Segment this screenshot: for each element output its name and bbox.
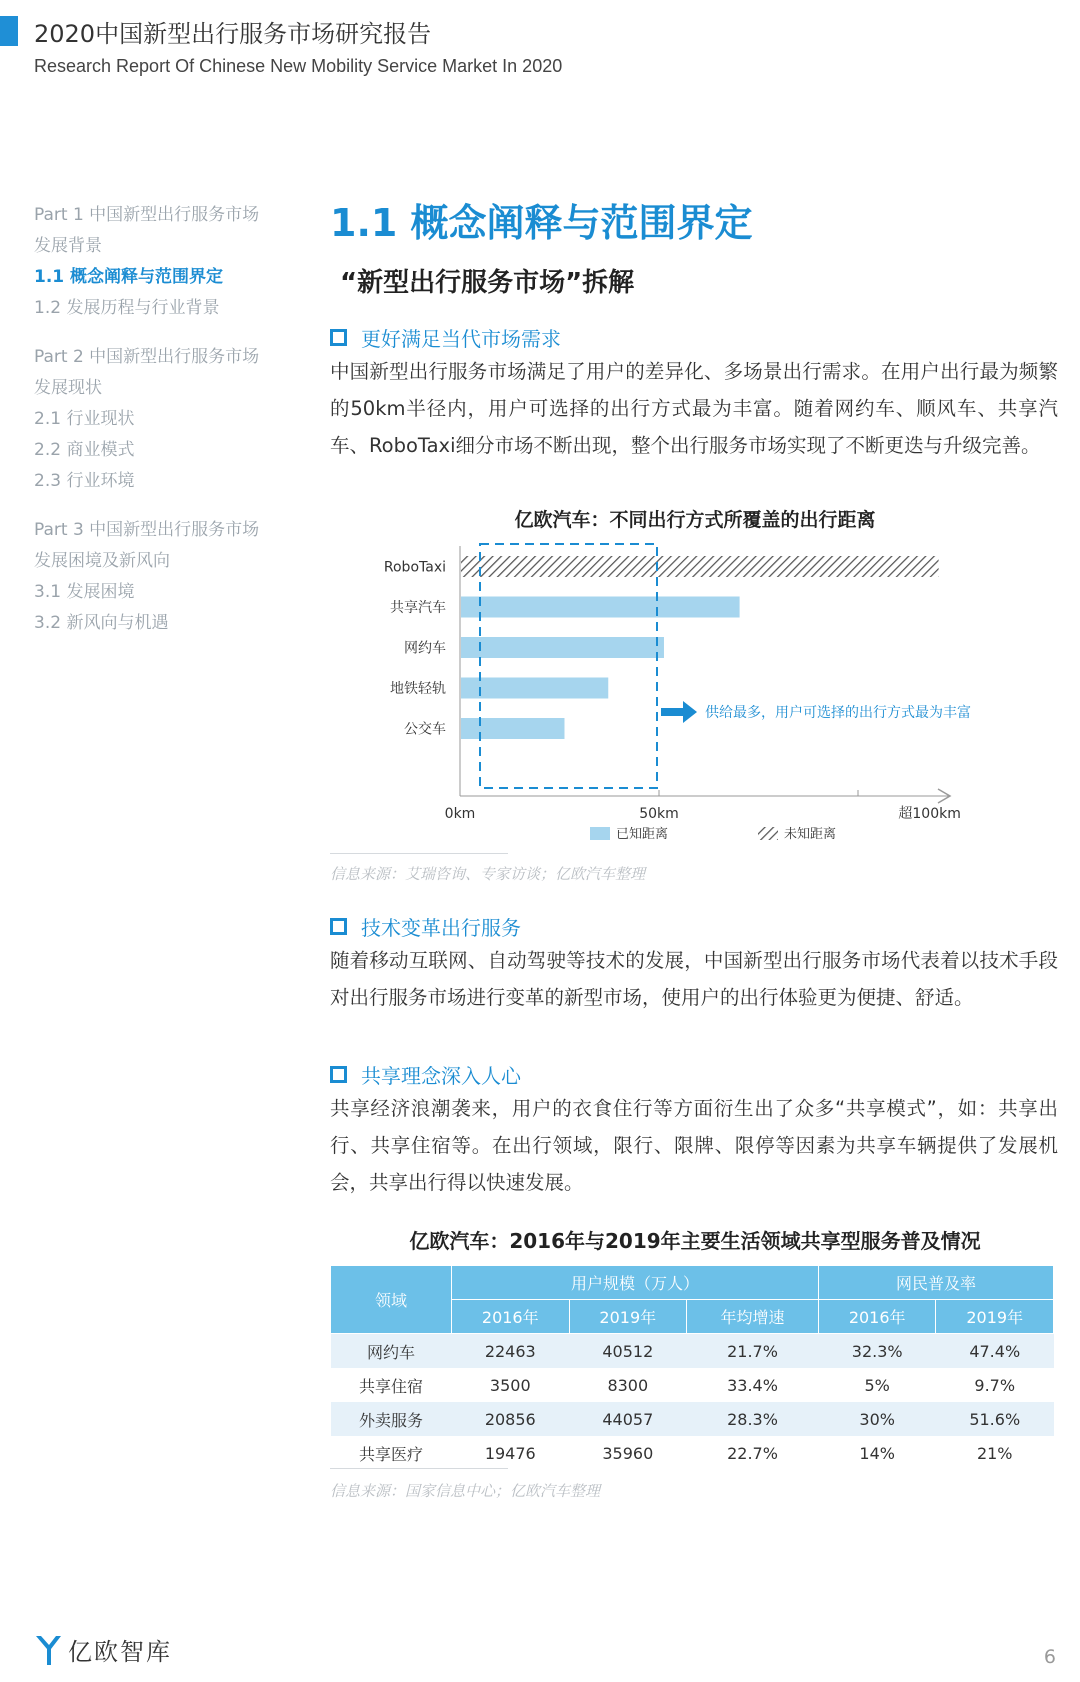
toc-item[interactable]: 发展背景 [34, 236, 102, 256]
toc-part-1 [34, 200, 304, 324]
category-label: RoboTaxi [383, 559, 446, 576]
table-header-domain: 领域 [331, 1266, 452, 1334]
table-cell: 共享医疗 [358, 1444, 423, 1464]
toc-item[interactable]: 2.1 行业现状 [34, 409, 135, 429]
section-1-title-text: 更好满足当代市场需求 [361, 327, 561, 351]
table-cell: 40512 [569, 1334, 687, 1369]
x-tick-label: 50km [639, 806, 679, 822]
annotation-arrow-icon [661, 701, 697, 723]
chart-bar [461, 637, 664, 658]
x-tick-label: 超100km [898, 806, 961, 822]
table-source-divider [330, 1468, 508, 1469]
toc-item[interactable]: 3.1 发展困境 [34, 582, 135, 602]
legend-swatch-unknown [758, 827, 778, 840]
table-cell: 网约车 [331, 1334, 452, 1369]
section-subheading: “新型出行服务市场”拆解 [340, 268, 635, 298]
page-number: 6 [1043, 1646, 1056, 1668]
table-title: 亿欧汽车：2016年与2019年主要生活领域共享型服务普及情况 [409, 1229, 981, 1253]
chart-title: 亿欧汽车：不同出行方式所覆盖的出行距离 [514, 509, 876, 531]
table-cell: 30% [818, 1402, 936, 1436]
section-1-body: 中国新型出行服务市场满足了用户的差异化、多场景出行需求。在用户出行最为频繁的50km半径内，用户可选择的出行方式最为丰富。随着网约车、顺风车、共享汽车、RoboTaxi细分市场不断出现，整个出行服务市场实现了不断更迭与升级完善。 [330, 360, 1058, 457]
toc-item[interactable]: Part 3 中国新型出行服务市场 [34, 520, 260, 540]
table-row [331, 1368, 1054, 1402]
table-header-rate-2016: 2016年 [818, 1300, 936, 1334]
table-cell: 3500 [489, 1375, 531, 1395]
table-cell: 44057 [569, 1402, 687, 1436]
annotation-text: 供给最多，用户可选择的出行方式最为丰富 [705, 705, 971, 721]
brand-logo [34, 1632, 172, 1667]
square-bullet-icon [330, 329, 347, 346]
chart-source-divider [330, 853, 508, 854]
table-header-growth: 年均增速 [687, 1300, 819, 1334]
table-row [331, 1334, 1054, 1369]
table-cell: 32.3% [818, 1334, 936, 1369]
section-3-body: 共享经济浪潮袭来，用户的衣食住行等方面衍生出了众多“共享模式”，如：共享出行、共享住宿等。在出行领域，限行、限牌、限停等因素为共享车辆提供了发展机会，共享出行得以快速发展。 [330, 1097, 1058, 1194]
table-cell: 外卖服务 [331, 1402, 452, 1436]
toc-item[interactable]: Part 2 中国新型出行服务市场 [34, 347, 260, 367]
legend-label: 未知距离 [784, 827, 837, 842]
toc-item[interactable]: 发展现状 [34, 378, 102, 398]
x-tick-label: 0km [444, 806, 476, 822]
table-header-users-2016: 2016年 [452, 1300, 570, 1334]
table-cell: 共享住宿 [358, 1376, 423, 1396]
section-heading: 1.1 概念阐释与范围界定 [330, 201, 753, 245]
table-header-rate: 网民普及率 [818, 1266, 1053, 1300]
table-cell: 21.7% [687, 1334, 819, 1369]
category-label: 地铁轻轨 [390, 681, 446, 697]
brand-logo-icon [34, 1633, 62, 1667]
section-2-title [330, 912, 521, 941]
table-cell: 19476 [484, 1443, 536, 1463]
table-cell: 20856 [452, 1402, 570, 1436]
toc-item[interactable]: 2.3 行业环境 [34, 471, 135, 491]
table-cell: 14% [859, 1443, 895, 1463]
report-title: 2020中国新型出行服务市场研究报告 [34, 20, 432, 48]
toc-item[interactable]: 1.2 发展历程与行业背景 [34, 298, 220, 318]
table-header-rate-2019: 2019年 [936, 1300, 1054, 1334]
table-cell: 21% [976, 1443, 1013, 1463]
toc-item[interactable]: 2.2 商业模式 [34, 440, 135, 460]
toc-part-3 [34, 515, 304, 639]
distance-chart [330, 540, 1060, 854]
table-source: 信息来源：国家信息中心；亿欧汽车整理 [330, 1482, 601, 1500]
table-header-users-2019: 2019年 [569, 1300, 687, 1334]
section-2-body: 随着移动互联网、自动驾驶等技术的发展，中国新型出行服务市场代表着以技术手段对出行服务市场进行变革的新型市场，使用户的出行体验更为便捷、舒适。 [330, 949, 1058, 1009]
chart-bar [461, 597, 740, 618]
legend-swatch-known [590, 827, 610, 840]
table-cell: 28.3% [687, 1402, 819, 1436]
chart-bar [461, 556, 939, 577]
section-3-title [330, 1060, 521, 1089]
square-bullet-icon [330, 1066, 347, 1083]
chart-source: 信息来源：艾瑞咨询、专家访谈；亿欧汽车整理 [330, 865, 646, 883]
chart-bar [461, 718, 564, 739]
toc-item[interactable]: 发展困境及新风向 [34, 551, 170, 571]
category-label: 共享汽车 [390, 600, 446, 616]
brand-logo-text: 亿欧智库 [68, 1638, 172, 1666]
category-label: 网约车 [404, 640, 446, 657]
section-2-title-text: 技术变革出行服务 [361, 916, 521, 940]
table-cell: 9.7% [974, 1375, 1016, 1395]
toc-item[interactable]: Part 1 中国新型出行服务市场 [34, 205, 260, 225]
legend-label: 已知距离 [616, 827, 669, 842]
table-header-users: 用户规模（万人） [452, 1266, 819, 1300]
toc-part-2 [34, 342, 304, 497]
report-subtitle: Research Report Of Chinese New Mobility Service Market In 2020 [34, 56, 563, 76]
table-cell: 51.6% [936, 1402, 1054, 1436]
sharing-services-table [330, 1265, 1054, 1470]
table-row [331, 1436, 1054, 1470]
distance-chart-svg [330, 540, 1060, 850]
table-cell: 22.7% [727, 1443, 778, 1463]
section-1-title [330, 323, 561, 352]
chart-bar [461, 678, 608, 699]
toc-item[interactable]: 3.2 新风向与机遇 [34, 613, 169, 633]
table-cell: 22463 [452, 1334, 570, 1369]
table-cell: 8300 [607, 1375, 649, 1395]
category-label: 公交车 [404, 721, 446, 738]
table-cell: 47.4% [936, 1334, 1054, 1369]
table-cell: 35960 [602, 1443, 654, 1463]
header-accent-bar [0, 16, 18, 46]
table-cell: 5% [864, 1375, 890, 1395]
highlight-box [480, 544, 657, 788]
table-row [331, 1402, 1054, 1436]
table-of-contents [34, 200, 304, 657]
section-3-title-text: 共享理念深入人心 [361, 1064, 521, 1088]
toc-item-active[interactable]: 1.1 概念阐释与范围界定 [34, 267, 224, 287]
square-bullet-icon [330, 918, 347, 935]
table-cell: 33.4% [727, 1375, 778, 1395]
